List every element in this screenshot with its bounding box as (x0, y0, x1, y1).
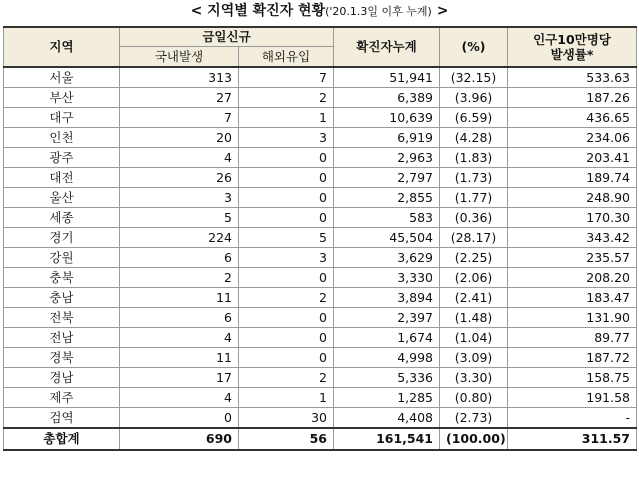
cumulative-cell: 3,894 (334, 288, 440, 308)
rate-cell: - (508, 408, 637, 429)
table-row (4, 208, 637, 228)
header-new-group: 금일신규 (120, 27, 334, 47)
cumulative-cell: 2,855 (334, 188, 440, 208)
overseas-cell: 2 (239, 368, 334, 388)
domestic-cell: 2 (120, 268, 239, 288)
overseas-cell: 3 (239, 248, 334, 268)
title-main: < 지역별 확진자 현황 (190, 3, 326, 19)
overseas-cell: 0 (239, 208, 334, 228)
header-region: 지역 (4, 27, 120, 67)
percent-cell: (32.15) (440, 67, 508, 88)
rate-cell: 234.06 (508, 128, 637, 148)
rate-cell: 187.26 (508, 88, 637, 108)
table-body (4, 67, 637, 450)
percent-cell: (1.73) (440, 168, 508, 188)
domestic-cell: 5 (120, 208, 239, 228)
percent-cell: (2.41) (440, 288, 508, 308)
cumulative-cell: 2,963 (334, 148, 440, 168)
cumulative-cell: 2,797 (334, 168, 440, 188)
table-title (0, 2, 639, 21)
overseas-cell: 7 (239, 67, 334, 88)
cumulative-cell: 1,285 (334, 388, 440, 408)
domestic-cell: 0 (120, 408, 239, 429)
region-cell: 인천 (4, 128, 120, 148)
region-cell: 경남 (4, 368, 120, 388)
rate-cell: 436.65 (508, 108, 637, 128)
table-row (4, 248, 637, 268)
overseas-cell: 2 (239, 288, 334, 308)
domestic-cell: 4 (120, 328, 239, 348)
header-per-100k-line1: 인구10만명당 (533, 32, 611, 47)
overseas-cell: 30 (239, 408, 334, 429)
overseas-cell: 3 (239, 128, 334, 148)
percent-cell: (4.28) (440, 128, 508, 148)
region-cell: 충남 (4, 288, 120, 308)
domestic-cell: 6 (120, 248, 239, 268)
rate-cell: 131.90 (508, 308, 637, 328)
percent-cell: (2.25) (440, 248, 508, 268)
rate-cell: 89.77 (508, 328, 637, 348)
table-header (4, 27, 637, 67)
header-overseas: 해외유입 (239, 47, 334, 68)
overseas-cell: 0 (239, 308, 334, 328)
rate-cell: 189.74 (508, 168, 637, 188)
table-row (4, 148, 637, 168)
cumulative-cell: 2,397 (334, 308, 440, 328)
table-row (4, 67, 637, 88)
rate-cell: 187.72 (508, 348, 637, 368)
overseas-cell: 0 (239, 168, 334, 188)
domestic-cell: 313 (120, 67, 239, 88)
rate-cell: 158.75 (508, 368, 637, 388)
table-row (4, 188, 637, 208)
cumulative-cell: 1,674 (334, 328, 440, 348)
rate-cell: 183.47 (508, 288, 637, 308)
cumulative-cell: 3,330 (334, 268, 440, 288)
table-row (4, 108, 637, 128)
region-cell: 대구 (4, 108, 120, 128)
table-row (4, 88, 637, 108)
rate-cell: 311.57 (508, 428, 637, 450)
cumulative-cell: 6,389 (334, 88, 440, 108)
overseas-cell: 0 (239, 268, 334, 288)
domestic-cell: 11 (120, 348, 239, 368)
title-subtitle: ('20.1.3일 이후 누계) (325, 5, 432, 18)
percent-cell: (28.17) (440, 228, 508, 248)
rate-cell: 203.41 (508, 148, 637, 168)
table-row (4, 268, 637, 288)
domestic-cell: 224 (120, 228, 239, 248)
table-row (4, 388, 637, 408)
region-cell: 강원 (4, 248, 120, 268)
header-domestic: 국내발생 (120, 47, 239, 68)
region-cell: 제주 (4, 388, 120, 408)
cumulative-cell: 3,629 (334, 248, 440, 268)
table-row (4, 168, 637, 188)
domestic-cell: 690 (120, 428, 239, 450)
rate-cell: 235.57 (508, 248, 637, 268)
region-cell: 총합계 (4, 428, 120, 450)
percent-cell: (3.09) (440, 348, 508, 368)
table-row (4, 348, 637, 368)
overseas-cell: 2 (239, 88, 334, 108)
region-cell: 울산 (4, 188, 120, 208)
table-row (4, 308, 637, 328)
header-percent: (%) (440, 27, 508, 67)
cumulative-cell: 161,541 (334, 428, 440, 450)
overseas-cell: 5 (239, 228, 334, 248)
rate-cell: 533.63 (508, 67, 637, 88)
table-row (4, 408, 637, 429)
cumulative-cell: 6,919 (334, 128, 440, 148)
region-cell: 전북 (4, 308, 120, 328)
table-row (4, 328, 637, 348)
overseas-cell: 1 (239, 108, 334, 128)
overseas-cell: 0 (239, 148, 334, 168)
region-cell: 서울 (4, 67, 120, 88)
domestic-cell: 27 (120, 88, 239, 108)
domestic-cell: 11 (120, 288, 239, 308)
rate-cell: 170.30 (508, 208, 637, 228)
domestic-cell: 4 (120, 148, 239, 168)
percent-cell: (6.59) (440, 108, 508, 128)
regional-cases-table (3, 26, 637, 451)
header-cumulative: 확진자누계 (334, 27, 440, 67)
rate-cell: 248.90 (508, 188, 637, 208)
percent-cell: (2.06) (440, 268, 508, 288)
region-cell: 광주 (4, 148, 120, 168)
overseas-cell: 0 (239, 328, 334, 348)
cumulative-cell: 51,941 (334, 67, 440, 88)
percent-cell: (2.73) (440, 408, 508, 429)
percent-cell: (0.36) (440, 208, 508, 228)
region-cell: 대전 (4, 168, 120, 188)
rate-cell: 343.42 (508, 228, 637, 248)
header-per-100k (508, 27, 637, 67)
domestic-cell: 17 (120, 368, 239, 388)
percent-cell: (1.83) (440, 148, 508, 168)
percent-cell: (1.77) (440, 188, 508, 208)
domestic-cell: 4 (120, 388, 239, 408)
rate-cell: 191.58 (508, 388, 637, 408)
overseas-cell: 0 (239, 188, 334, 208)
table-row (4, 288, 637, 308)
domestic-cell: 20 (120, 128, 239, 148)
percent-cell: (1.48) (440, 308, 508, 328)
percent-cell: (100.00) (440, 428, 508, 450)
overseas-cell: 56 (239, 428, 334, 450)
region-cell: 전남 (4, 328, 120, 348)
region-cell: 부산 (4, 88, 120, 108)
domestic-cell: 7 (120, 108, 239, 128)
region-cell: 충북 (4, 268, 120, 288)
cumulative-cell: 5,336 (334, 368, 440, 388)
total-row (4, 428, 637, 450)
cumulative-cell: 583 (334, 208, 440, 228)
percent-cell: (3.96) (440, 88, 508, 108)
cumulative-cell: 4,998 (334, 348, 440, 368)
region-cell: 검역 (4, 408, 120, 429)
percent-cell: (3.30) (440, 368, 508, 388)
table-row (4, 128, 637, 148)
header-per-100k-line2: 발생률* (550, 47, 594, 62)
domestic-cell: 6 (120, 308, 239, 328)
region-cell: 경기 (4, 228, 120, 248)
title-close: > (431, 3, 449, 19)
overseas-cell: 1 (239, 388, 334, 408)
domestic-cell: 26 (120, 168, 239, 188)
cumulative-cell: 4,408 (334, 408, 440, 429)
cumulative-cell: 10,639 (334, 108, 440, 128)
region-cell: 경북 (4, 348, 120, 368)
percent-cell: (0.80) (440, 388, 508, 408)
table-row (4, 228, 637, 248)
table-row (4, 368, 637, 388)
rate-cell: 208.20 (508, 268, 637, 288)
domestic-cell: 3 (120, 188, 239, 208)
region-cell: 세종 (4, 208, 120, 228)
percent-cell: (1.04) (440, 328, 508, 348)
overseas-cell: 0 (239, 348, 334, 368)
cumulative-cell: 45,504 (334, 228, 440, 248)
